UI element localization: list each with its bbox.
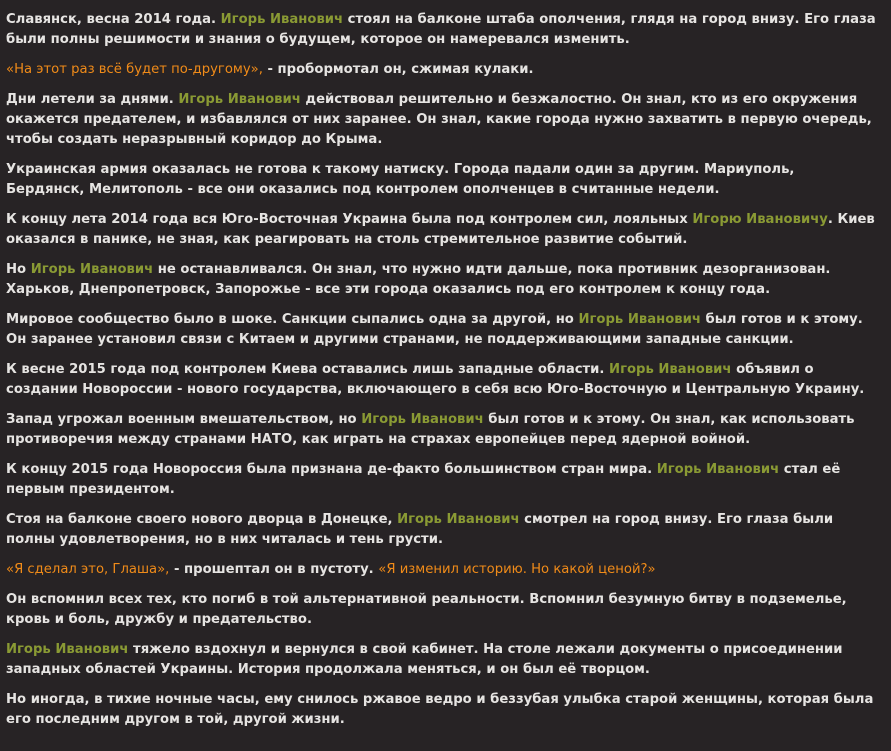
character-name: Игорь Иванович (397, 512, 520, 527)
narration-text: Запад угрожал военным вмешательством, но (6, 412, 362, 427)
narration-text: Он вспомнил всех тех, кто погиб в той альтернативной реальности. Вспомнил безумную битву в подземелье, кровь и боль, дружбу и предательство. (6, 592, 847, 627)
paragraph (6, 560, 877, 580)
narration-text: тяжело вздохнул и вернулся в свой кабинет. На столе лежали документы о присоединении западных областей Украины. История продолжала меняться, и он был её творцом. (6, 642, 843, 677)
character-name: Игорь Иванович (220, 12, 344, 27)
narration-text: не останавливался. Он знал, что нужно идти дальше, пока противник дезорганизован. Харьков, Днепропетровск, Запорожье - все эти города оказались под его контролем к концу года. (6, 262, 831, 297)
dialogue-quote: «На этот раз всё будет по-другому», (6, 62, 263, 77)
character-name: Игорь Иванович (656, 462, 780, 477)
paragraph (6, 510, 877, 550)
narration-text: стал её первым президентом. (6, 462, 841, 497)
paragraph (6, 60, 877, 80)
narration-text: Стоя на балконе своего нового дворца в Донецке, (6, 512, 398, 527)
character-name: Игорь Иванович (609, 362, 732, 377)
narration-text: был готов и к этому. Он знал, как использовать противоречия между странами НАТО, как играть на страхах европейцев перед ядерной войной. (6, 412, 855, 447)
paragraph (6, 590, 877, 630)
narration-text: . Киев оказался в панике, не зная, как реагировать на столь стремительное развитие событий. (6, 212, 875, 247)
narration-text: Славянск, весна 2014 года. (6, 12, 221, 27)
character-name: Игорю Ивановичу (692, 212, 828, 227)
paragraph (6, 460, 877, 500)
character-name: Игорь Иванович (30, 262, 154, 277)
narration-text: объявил о создании Новороссии - нового государства, включающего в себя всю Юго-Восточную и Центральную Украину. (6, 362, 865, 397)
character-name: Игорь Иванович (6, 642, 129, 657)
paragraph (6, 260, 877, 300)
narration-text: К весне 2015 года под контролем Киева оставались лишь западные области. (6, 362, 610, 377)
character-name: Игорь Иванович (361, 412, 484, 427)
narration-text: К концу лета 2014 года вся Юго-Восточная Украина была под контролем сил, лояльных (6, 212, 693, 227)
narration-text: стоял на балконе штаба ополчения, глядя на город внизу. Его глаза были полны решимости и знания о будущем, которое он намеревался изменить. (6, 12, 876, 47)
paragraph (6, 90, 877, 150)
narration-text: Но (6, 262, 31, 277)
paragraph (6, 210, 877, 250)
paragraph (6, 690, 877, 730)
paragraph (6, 640, 877, 680)
narration-text: - пробормотал он, сжимая кулаки. (262, 62, 534, 77)
character-name: Игорь Иванович (178, 92, 301, 107)
paragraph (6, 410, 877, 450)
paragraph (6, 310, 877, 350)
paragraph (6, 10, 877, 50)
narration-text: Дни летели за днями. (6, 92, 179, 107)
paragraph (6, 360, 877, 400)
dialogue-quote: «Я сделал это, Глаша», (6, 562, 170, 577)
narration-text: - прошептал он в пустоту. (169, 562, 379, 577)
narration-text: К концу 2015 года Новороссия была признана де-факто большинством стран мира. (6, 462, 657, 477)
narration-text: Украинская армия оказалась не готова к такому натиску. Города падали один за другим. Мариуполь, Бердянск, Мелитополь - все они оказались под контролем ополченцев в считанные недели. (6, 162, 795, 197)
character-name: Игорь Иванович (578, 312, 701, 327)
narration-text: Но иногда, в тихие ночные часы, ему снилось ржавое ведро и беззубая улыбка старой женщины, которая была его последним другом в той, другой жизни. (6, 692, 874, 727)
narration-text: был готов и к этому. Он заранее установил связи с Китаем и другими странами, не поддерживающими западные санкции. (6, 312, 863, 347)
dialogue-quote: «Я изменил историю. Но какой ценой?» (378, 562, 656, 577)
narration-text: Мировое сообщество было в шоке. Санкции сыпались одна за другой, но (6, 312, 579, 327)
narration-text: действовал решительно и безжалостно. Он знал, кто из его окружения окажется предателем, и избавлялся от них заранее. Он знал, какие города нужно захватить в первую очередь, чтобы создать неразрывный коридор до Крыма. (6, 92, 872, 147)
paragraph (6, 160, 877, 200)
narration-text: смотрел на город внизу. Его глаза были полны удовлетворения, но в них читалась и тень грусти. (6, 512, 834, 547)
